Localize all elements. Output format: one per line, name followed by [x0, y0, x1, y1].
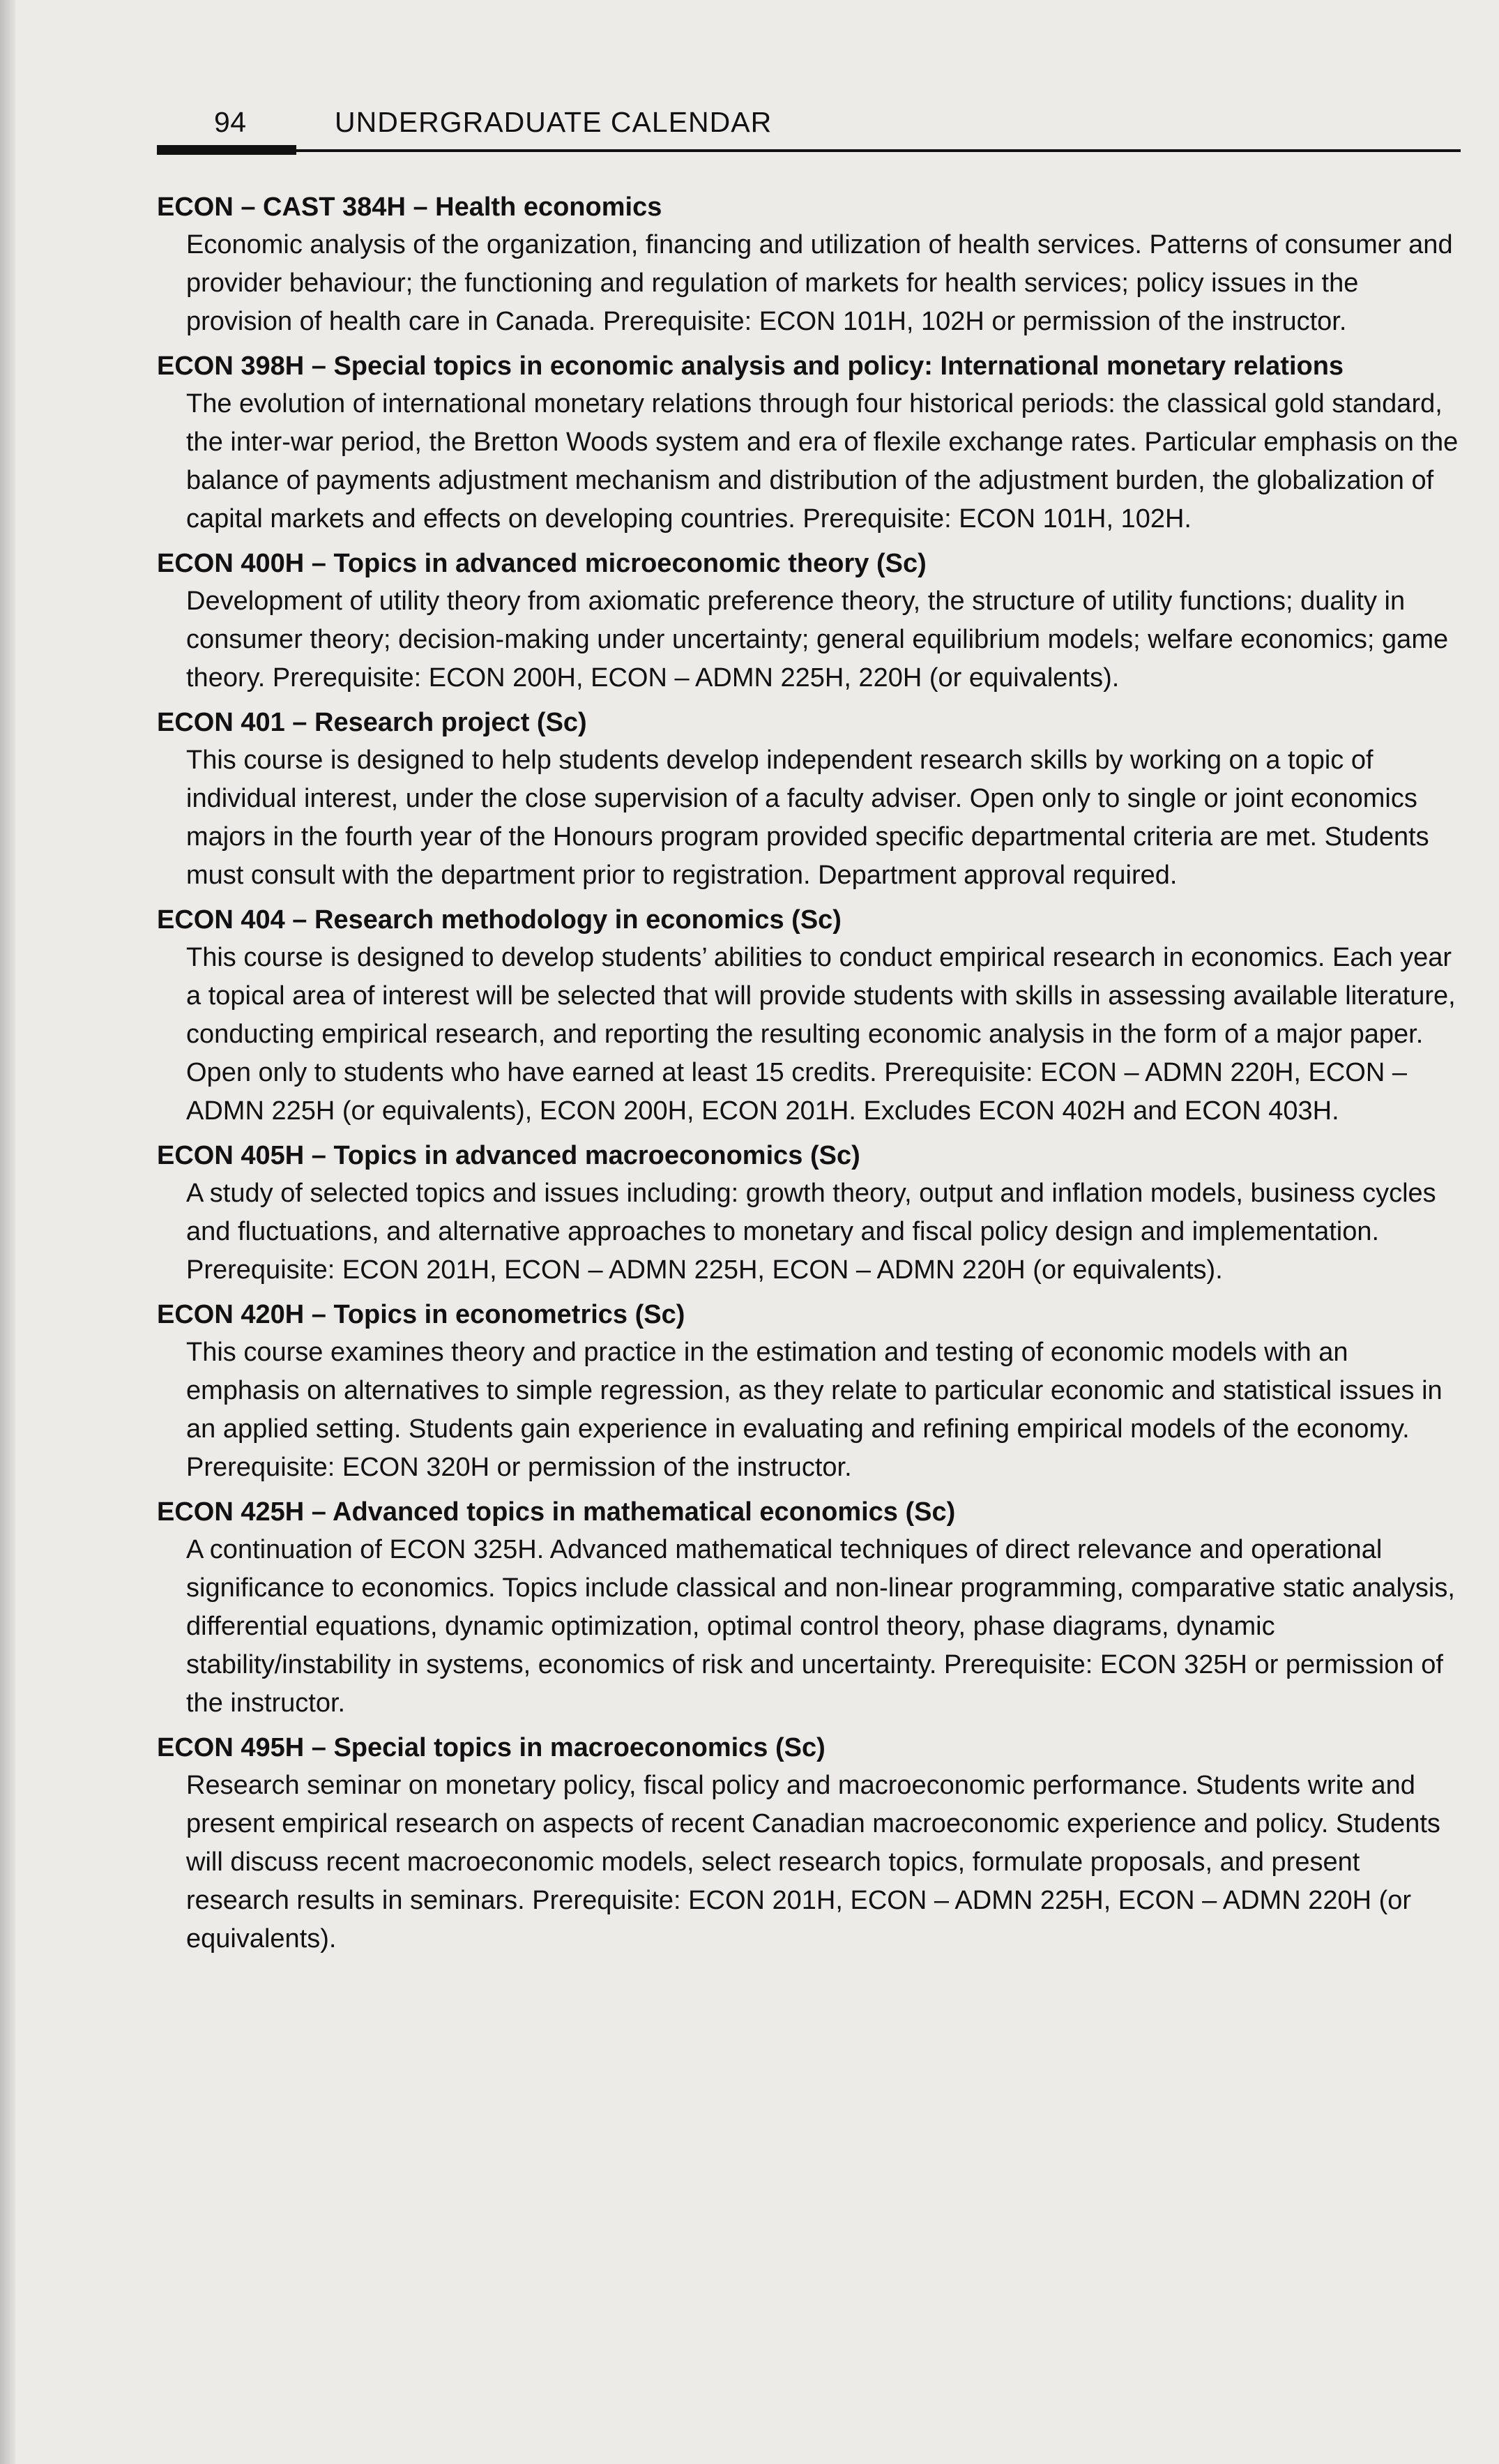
header-rule-accent — [157, 145, 296, 155]
course-entry — [157, 188, 1461, 341]
running-head: UNDERGRADUATE CALENDAR — [335, 106, 773, 138]
course-description: This course examines theory and practice in the estimation and testing of economic models with an emphasis on alternatives to simple regression, as they relate to particular economic and statistical issues in an applied setting. Students gain experience in evaluating and refining empirical models of the economy. Prerequisite: ECON 320H or permission of the instructor. — [186, 1338, 1443, 1482]
course-description: Development of utility theory from axiomatic preference theory, the structure of utility functions; duality in consumer theory; decision-making under uncertainty; general equilibrium models; welfare economics; game theory. Prerequisite: ECON 200H, ECON – ADMN 225H, 220H (or equivalents). — [186, 587, 1449, 693]
course-description: Research seminar on monetary policy, fiscal policy and macroeconomic performance. Students write and present empirical research on aspects of recent Canadian macroeconomic experience and policy. Students will discuss recent macroeconomic models, select research topics, formulate proposals, and present research results in seminars. Prerequisite: ECON 201H, ECON – ADMN 225H, ECON – ADMN 220H (or equivalents). — [186, 1771, 1440, 1953]
course-description: This course is designed to help students develop independent research skills by working on a topic of individual interest, under the close supervision of a faculty adviser. Open only to single or joint economics majors in the fourth year of the Honours program provided specific departmental criteria are met. Students must consult with the department prior to registration. Department approval required. — [186, 746, 1429, 890]
course-list — [157, 188, 1461, 1965]
course-entry — [157, 545, 1461, 697]
header-rule — [157, 149, 1461, 152]
course-title: ECON 404 – Research methodology in economics (Sc) — [157, 905, 842, 935]
course-description: Economic analysis of the organization, financing and utilization of health services. Patterns of consumer and provider behaviour; the functioning and regulation of markets for health services; policy issues in the provision of health care in Canada. Prerequisite: ECON 101H, 102H or permission of the instructor. — [186, 230, 1453, 336]
course-entry — [157, 1296, 1461, 1487]
course-entry — [157, 704, 1461, 895]
course-entry — [157, 1493, 1461, 1723]
page-number: 94 — [214, 106, 247, 138]
course-title: ECON 398H – Special topics in economic analysis and policy: International monetary relations — [157, 352, 1344, 381]
course-entry — [157, 347, 1461, 538]
course-title: ECON – CAST 384H – Health economics — [157, 192, 662, 222]
course-title: ECON 405H – Topics in advanced macroeconomics (Sc) — [157, 1141, 860, 1170]
course-description: A study of selected topics and issues including: growth theory, output and inflation models, business cycles and fluctuations, and alternative approaches to monetary and fiscal policy design and implementation. Prerequisite: ECON 201H, ECON – ADMN 225H, ECON – ADMN 220H (or equivalents). — [186, 1179, 1436, 1285]
course-title: ECON 495H – Special topics in macroeconomics (Sc) — [157, 1733, 825, 1762]
course-entry — [157, 901, 1461, 1131]
course-title: ECON 425H – Advanced topics in mathematical economics (Sc) — [157, 1497, 956, 1527]
course-entry — [157, 1137, 1461, 1290]
course-description: This course is designed to develop students’ abilities to conduct empirical research in economics. Each year a topical area of interest will be selected that will provide students with skills in assessing available literature, conducting empirical research, and reporting the resulting economic analysis in the form of a major paper. Open only to students who have earned at least 15 credits. Prerequisite: ECON – ADMN 220H, ECON – ADMN 225H (or equivalents), ECON 200H, ECON 201H. Excludes ECON 402H and ECON 403H. — [186, 943, 1456, 1126]
page-binding-edge — [0, 0, 15, 2464]
course-description: A continuation of ECON 325H. Advanced mathematical techniques of direct relevance and operational significance to economics. Topics include classical and non-linear programming, comparative static analysis, differential equations, dynamic optimization, optimal control theory, phase diagrams, dynamic stability/instability in systems, economics of risk and uncertainty. Prerequisite: ECON 325H or permission of the instructor. — [186, 1535, 1455, 1718]
course-title: ECON 420H – Topics in econometrics (Sc) — [157, 1300, 685, 1329]
course-title: ECON 400H – Topics in advanced microeconomic theory (Sc) — [157, 549, 927, 578]
course-entry — [157, 1729, 1461, 1958]
course-title: ECON 401 – Research project (Sc) — [157, 708, 587, 737]
page-header — [157, 106, 1461, 155]
course-description: The evolution of international monetary relations through four historical periods: the classical gold standard, the inter-war period, the Bretton Woods system and era of flexile exchange rates. Particular emphasis on the balance of payments adjustment mechanism and distribution of the adjustment burden, the globalization of capital markets and effects on developing countries. Prerequisite: ECON 101H, 102H. — [186, 389, 1459, 534]
